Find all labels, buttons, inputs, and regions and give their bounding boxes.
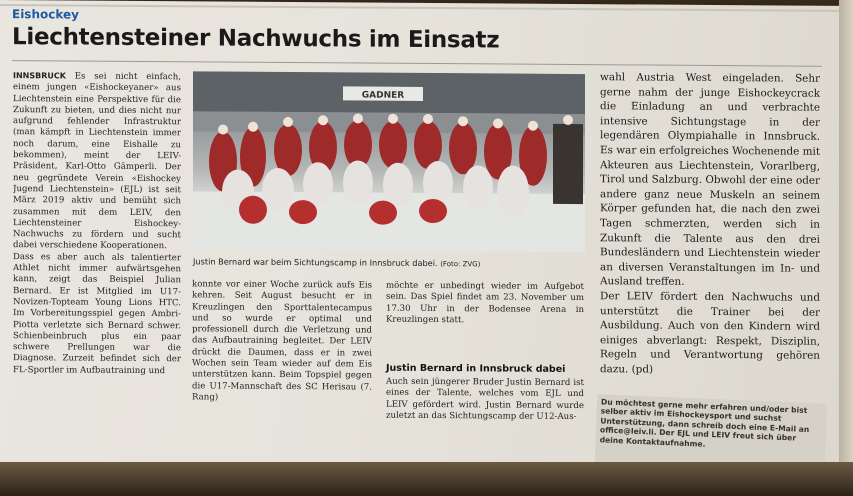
article-column-1 (13, 70, 181, 391)
article-column-2: konnte vor einer Woche zurück aufs Eis kehren. Seit August besucht er in Kreuzlingen den Sporttalentecampus und so wurde er optimal und professionell durch die Verletzung und das Aufbautraining begleitet. Der LEIV drückt die Daumen, dass er in zwei Wochen sein Team wieder auf dem Eis unterstützen kann. Beim Topspiel gegen die U17-Mannschaft des SC Herisau (7. Rang) (192, 279, 372, 403)
dateline: INNSBRUCK (13, 71, 66, 81)
article-column-3-continued: Auch sein jüngerer Bruder Justin Bernard ist eines der Talente, welches vom EJL und LEIV gefördert wird. Justin Bernard wurde zuletzt an das Sichtungscamp der U12-Aus- (386, 376, 584, 422)
headline-rule (12, 60, 822, 67)
team-photo (193, 71, 585, 252)
subheading: Justin Bernard in Innsbruck dabei (386, 362, 566, 375)
section-label: Eishockey (12, 7, 79, 22)
team-photo-illustration (193, 71, 585, 252)
column-1-text: Es sei nicht einfach, einem jungen «Eishockeyaner» aus Liechtenstein eine Perspektive für die Zukunft zu bieten, und dies nicht nur aufgrund fehlender Infrastruktur (man kämpft in Liechtenstein immer noch darum, eine Eishalle zu bekommen), meint der LEIV-Präsident, Karl-Otto Gämperli. Der neu gegründete Verein «Eishockey Jugend Liechtenstein» (EJL) ist seit März 2019 aktiv und bemüht sich zusammen mit dem LEIV, den Liechtensteiner Eishockey-Nachwuchs zu fördern und sucht dabei verschiedene Kooperationen. Dass es aber auch als talentierter Athlet nicht immer aufwärtsgehen kann, zeigt das Beispiel Julian Bernard. Er ist Mitglied im U17-Novizen-Topteam Young Lions HTC. Im Vorbereitungsspiel gegen Ambri-Piotta verletzte sich Bernard schwer. Schienbeinbruch plus ein paar schwere Prellungen war die Diagnose. Zurzeit befindet sich der FL-Sportler im Aufbautraining und (13, 71, 181, 376)
photo-caption (193, 256, 585, 269)
caption-text: Justin Bernard war beim Sichtungscamp in Innsbruck dabei. (193, 256, 438, 269)
page-edge (839, 0, 853, 496)
table-surface (0, 462, 853, 496)
headline: Liechtensteiner Nachwuchs im Einsatz (12, 24, 500, 54)
article-column-4: wahl Austria West eingeladen. Sehr gerne nahm der junge Eishockeycrack die Einladung an und verbrachte intensive Sichtungstage in der legendären Olympiahalle in Innsbruck. Es war ein erfolgreiches Wochenende mit Akteuren aus Liechtenstein, Vorarlberg, Tirol und Salzburg. Obwohl der eine oder andere ganz neue Muskeln an seinem Körper gefunden hat, die nach den zwei Tagen schmerzten, werden sich in Zukunft die Talente aus den drei Bundesländern und Liechtenstein wieder an diversen Veranstaltungen im In- und Ausland treffen. Der LEIV fördert den Nachwuchs und unterstützt die Trainer bei der Ausbildung. Auch von den Kindern wird einiges abverlangt: Respekt, Disziplin, Regeln und Verantwortung gehören dazu. (pd) (600, 71, 820, 376)
contact-info-box (595, 394, 827, 472)
arena-banner: GADNER (361, 90, 405, 101)
contact-info-text: Du möchtest gerne mehr erfahren und/oder bist selber aktiv im Eishockeysport und suchst Unterstützung, dann schreib doch eine E-Mail an office@leiv.li. Der EJL und LEIV freut sich über deine Kontaktaufnahme. (599, 397, 810, 449)
photo-credit: (Foto: ZVG) (440, 260, 481, 269)
article-column-3: möchte er unbedingt wieder im Aufgebot sein. Das Spiel findet am 23. November um 17.30 Uhr in der Bodensee Arena in Kreuzlingen statt. (386, 280, 584, 326)
top-rule (0, 4, 842, 12)
